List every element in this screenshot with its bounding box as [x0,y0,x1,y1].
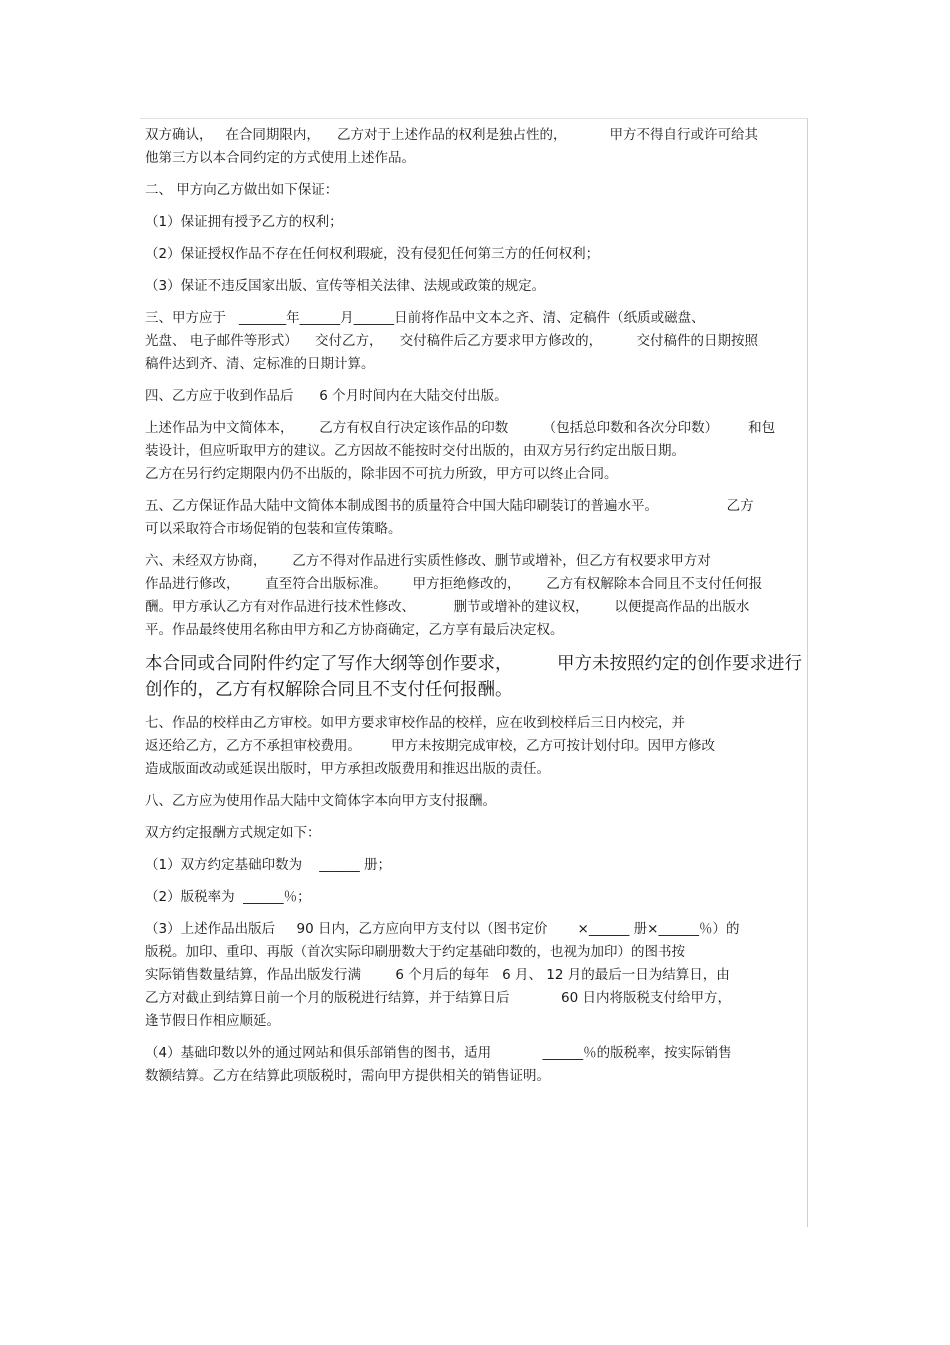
text-line: （4）基础印数以外的通过网站和俱乐部销售的图书，适用 ______％的版税率，按实际销售 [145,1045,732,1061]
text-line: 七、作品的校样由乙方审校。如甲方要求审校作品的校样，应在收到校样后三日内校完，并 [145,715,685,731]
paragraph [145,275,805,298]
text-line: 乙方对截止到结算日前一个月的版税进行结算，并于结算日后 60 日内将版税支付给甲方， [145,990,731,1006]
text-line: 光盘、 电子邮件等形式） 交付乙方， 交付稿件后乙方要求甲方修改的， 交付稿件的日期按照 [145,333,758,349]
paragraph-gap [145,170,805,179]
paragraph-gap [145,909,805,918]
text-line: 返还给乙方，乙方不承担审校费用。 甲方未按期完成审校，乙方可按计划付印。因甲方修改 [145,738,716,754]
text-line: 五、乙方保证作品大陆中文简体本制成图书的质量符合中国大陆印刷装订的普遍水平。 乙方 [145,498,754,514]
document-body [145,124,805,1088]
text-line: （2）版税率为 ______％； [145,889,311,905]
text-line: 造成版面改动或延误出版时，甲方承担改版费用和推迟出版的责任。 [145,761,550,777]
text-line: 平。作品最终使用名称由甲方和乙方协商确定，乙方享有最后决定权。 [145,622,564,638]
text-line: 双方约定报酬方式规定如下： [145,825,321,841]
paragraph-gap [145,1033,805,1042]
text-line: 装设计，但应听取甲方的建议。乙方因故不能按时交付出版的，由双方另行约定出版日期。 [145,443,685,459]
paragraph [145,854,805,877]
paragraph-gap [145,541,805,550]
paragraph [145,385,805,408]
text-line: （1）保证拥有授予乙方的权利； [145,214,343,230]
text-line: 三、甲方应于 _______年______月______日前将作品中文本之齐、清、定稿件（纸质或磁盘、 [145,310,705,326]
paragraph-gap [145,202,805,211]
paragraph [145,124,805,170]
text-line: 数额结算。乙方在结算此项版税时，需向甲方提供相关的销售证明。 [145,1068,550,1084]
paragraph-gap [145,703,805,712]
paragraph-gap [145,408,805,417]
text-line: （3）上述作品出版后 90 日内，乙方应向甲方支付以（图书定价 ×______ 册×______％）的 [145,921,740,937]
text-line: 实际销售数量结算，作品出版发行满 6 个月后的每年 6 月、 12 月的最后一日为结算日，由 [145,967,730,983]
text-line: 乙方在另行约定期限内仍不出版的，除非因不可抗力所致，甲方可以终止合同。 [145,466,618,482]
text-line: 版税。加印、重印、再版（首次实际印刷册数大于约定基础印数的，也视为加印）的图书按 [145,944,685,960]
text-line: 八、乙方应为使用作品大陆中文简体字本向甲方支付报酬。 [145,793,496,809]
paragraph-gap [145,642,805,651]
paragraph [145,211,805,234]
text-line: 作品进行修改， 直至符合出版标准。 甲方拒绝修改的， 乙方有权解除本合同且不支付任何报 [145,576,763,592]
paragraph-gap [145,298,805,307]
paragraph-gap [145,845,805,854]
paragraph [145,712,805,781]
text-line: 可以采取符合市场促销的包装和宣传策略。 [145,521,402,537]
text-line: 二、 甲方向乙方做出如下保证： [145,182,339,198]
text-line: 稿件达到齐、清、定标准的日期计算。 [145,356,375,372]
paragraph [145,886,805,909]
paragraph [145,790,805,813]
paragraph [145,179,805,202]
paragraph-gap [145,376,805,385]
paragraph-gap [145,486,805,495]
paragraph [145,243,805,266]
text-line: 双方确认， 在合同期限内， 乙方对于上述作品的权利是独占性的， 甲方不得自行或许可给其 [145,127,758,143]
paragraph [145,918,805,1033]
paragraph [145,550,805,642]
text-line: （2）保证授权作品不存在任何权利瑕疵，没有侵犯任何第三方的任何权利； [145,246,600,262]
text-line: （3）保证不违反国家出版、宣传等相关法律、法规或政策的规定。 [145,278,546,294]
paragraph [145,417,805,486]
paragraph [145,495,805,541]
text-line: 四、乙方应于收到作品后 6 个月时间内在大陆交付出版。 [145,388,508,404]
paragraph [145,307,805,376]
text-line: 创作的，乙方有权解除合同且不支付任何报酬。 [145,680,513,700]
paragraph-gap [145,877,805,886]
paragraph [145,651,805,703]
paragraph [145,822,805,845]
text-line: 上述作品为中文简体本， 乙方有权自行决定该作品的印数 （包括总印数和各次分印数） 和包 [145,420,776,436]
text-line: 逢节假日作相应顺延。 [145,1013,280,1029]
paragraph-gap [145,781,805,790]
paragraph-gap [145,234,805,243]
text-line: 他第三方以本合同约定的方式使用上述作品。 [145,150,415,166]
paragraph [145,1042,805,1088]
paragraph-gap [145,813,805,822]
text-line: （1）双方约定基础印数为 ______ 册； [145,857,392,873]
text-line: 酬。甲方承认乙方有对作品进行技术性修改、 删节或增补的建议权， 以便提高作品的出版水 [145,599,750,615]
paragraph-gap [145,266,805,275]
text-line: 本合同或合同附件约定了写作大纲等创作要求， 甲方未按照约定的创作要求进行 [145,654,802,674]
text-line: 六、未经双方协商， 乙方不得对作品进行实质性修改、删节或增补，但乙方有权要求甲方对 [145,553,711,569]
